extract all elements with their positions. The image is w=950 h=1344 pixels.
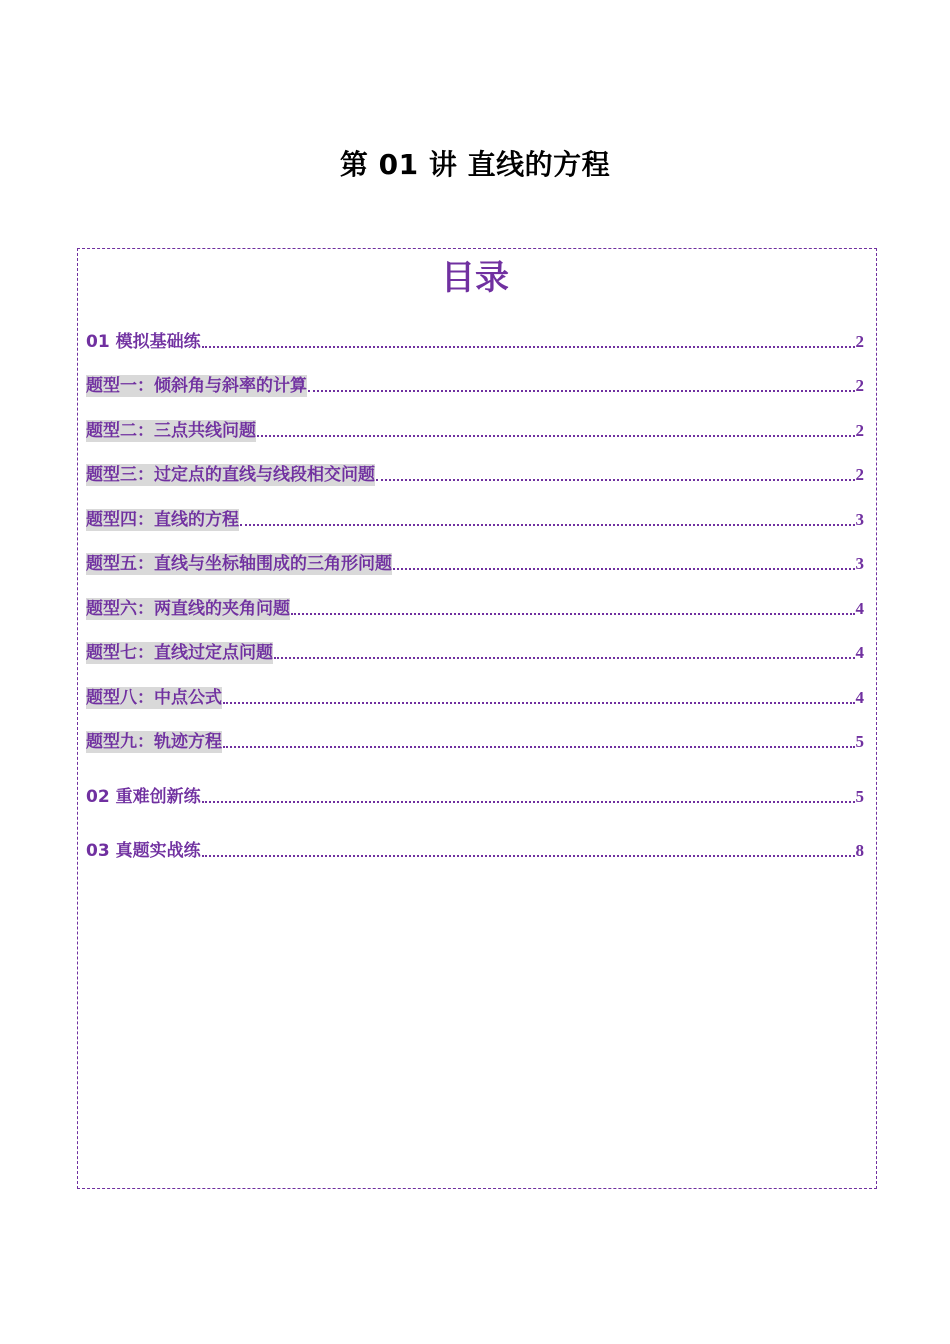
toc-entry-type-6[interactable] — [86, 598, 864, 620]
toc-entry-type-4[interactable] — [86, 509, 864, 531]
toc-entry-type-8[interactable] — [86, 687, 864, 709]
toc-entry-label: 题型二：三点共线问题 — [86, 421, 256, 441]
toc-dot-leader — [202, 855, 855, 857]
toc-entry-label: 题型四：直线的方程 — [86, 510, 239, 530]
toc-entry-type-9[interactable] — [86, 731, 864, 753]
toc-dot-leader — [393, 568, 855, 570]
toc-page-number: 2 — [855, 465, 864, 484]
toc-entry-type-2[interactable] — [86, 420, 864, 442]
toc-dot-leader — [240, 524, 855, 526]
toc-entry-label: 03 真题实战练 — [86, 841, 201, 861]
toc-page-number: 2 — [855, 332, 864, 351]
toc-dot-leader — [308, 390, 855, 392]
toc-page-number: 2 — [855, 376, 864, 395]
toc-entry-label: 题型六：两直线的夹角问题 — [86, 599, 290, 619]
document-title: 第 01 讲 直线的方程 — [339, 148, 611, 181]
toc-entry-type-7[interactable] — [86, 642, 864, 664]
toc-entry-basic-practice[interactable] — [86, 331, 864, 353]
toc-dot-leader — [274, 657, 855, 659]
toc-entry-label: 题型七：直线过定点问题 — [86, 643, 273, 663]
toc-entry-label: 01 模拟基础练 — [86, 332, 201, 352]
toc-entry-label: 题型九：轨迹方程 — [86, 732, 222, 752]
toc-entry-label: 题型八：中点公式 — [86, 688, 222, 708]
toc-page-number: 2 — [855, 421, 864, 440]
toc-entry-label: 02 重难创新练 — [86, 787, 201, 807]
toc-page-number: 4 — [855, 688, 864, 707]
toc-entry-label: 题型五：直线与坐标轴围成的三角形问题 — [86, 554, 392, 574]
toc-entry-type-3[interactable] — [86, 464, 864, 486]
toc-page-number: 4 — [855, 643, 864, 662]
toc-entry-exam-practice[interactable] — [86, 840, 864, 862]
toc-dot-leader — [223, 702, 855, 704]
toc-entry-advanced-practice[interactable] — [86, 786, 864, 808]
toc-entry-type-1[interactable] — [86, 375, 864, 397]
toc-page-number: 5 — [855, 787, 864, 806]
toc-page-number: 3 — [855, 510, 864, 529]
toc-entry-label: 题型三：过定点的直线与线段相交问题 — [86, 465, 375, 485]
toc-page-number: 4 — [855, 599, 864, 618]
toc-entry-type-5[interactable] — [86, 553, 864, 575]
toc-dot-leader — [223, 746, 855, 748]
toc-page-number: 5 — [855, 732, 864, 751]
toc-page-number: 8 — [855, 841, 864, 860]
toc-dot-leader — [202, 801, 855, 803]
toc-dot-leader — [291, 613, 855, 615]
toc-dot-leader — [202, 346, 855, 348]
toc-entry-label: 题型一：倾斜角与斜率的计算 — [86, 376, 307, 396]
toc-dot-leader — [257, 435, 855, 437]
toc-heading: 目录 — [441, 258, 509, 298]
toc-page-number: 3 — [855, 554, 864, 573]
toc-dot-leader — [376, 479, 855, 481]
